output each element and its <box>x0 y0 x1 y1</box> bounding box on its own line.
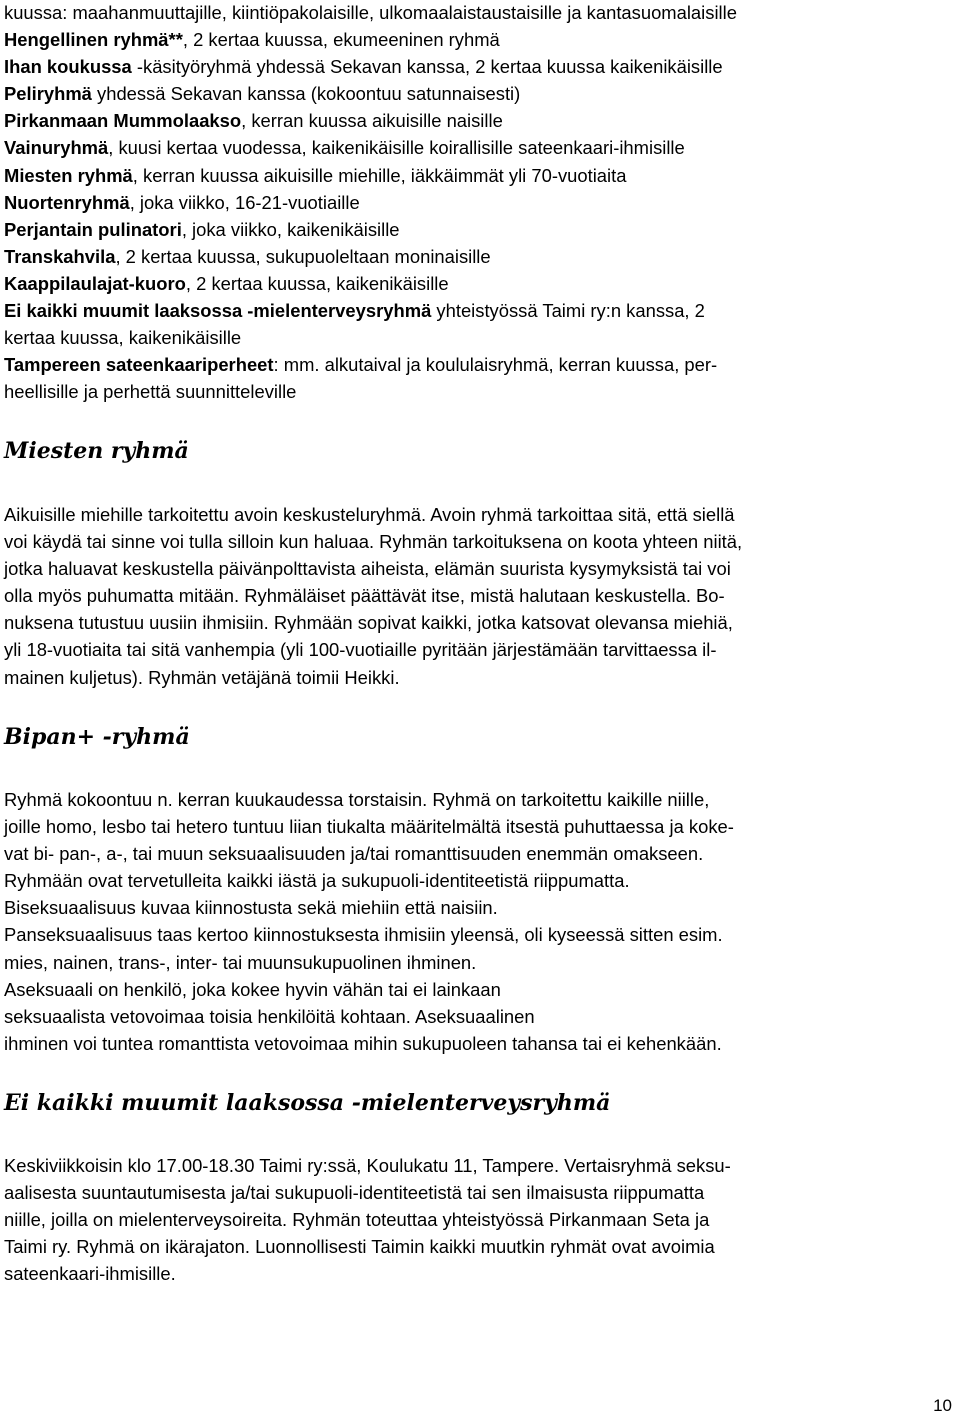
list-item: Hengellinen ryhmä**, 2 kertaa kuussa, ekumeeninen ryhmä <box>4 29 500 51</box>
paragraph-line: Aikuisille miehille tarkoitettu avoin keskusteluryhmä. Avoin ryhmä tarkoittaa sitä, että siellä <box>4 504 735 525</box>
list-item: Kaappilaulajat-kuoro, 2 kertaa kuussa, kaikenikäisille <box>4 272 449 294</box>
list-item: Transkahvila, 2 kertaa kuussa, sukupuoleltaan moninaisille <box>4 245 491 267</box>
paragraph-line: niille, joilla on mielenterveysoireita. Ryhmän toteuttaa yhteistyössä Pirkanmaan Seta ja <box>4 1209 710 1231</box>
paragraph-line: Keskiviikkoisin klo 17.00-18.30 Taimi ry:ssä, Koulukatu 11, Tampere. Vertaisryhmä seksu- <box>4 1155 731 1176</box>
list-item: Pirkanmaan Mummolaakso, kerran kuussa aikuisille naisille <box>4 110 503 132</box>
paragraph-line: mainen kuljetus). Ryhmän vetäjänä toimii Heikki. <box>4 666 400 688</box>
list-item: Ei kaikki muumit laaksossa -mielenterveysryhmä yhteistyössä Taimi ry:n kanssa, 2 <box>4 300 705 322</box>
paragraph-line: yli 18-vuotiaita tai sitä vanhempia (yli 100-vuotiaille pyritään järjestämään tarvittaessa il- <box>4 639 717 661</box>
section-body-bipan-ryhma <box>4 786 950 1057</box>
page-number: 10 <box>933 1396 952 1415</box>
paragraph-line: joille homo, lesbo tai hetero tuntuu liian tiukalta määritelmältä itsestä puhuttaessa ja koke- <box>4 816 734 838</box>
list-item: kertaa kuussa, kaikenikäisille <box>4 327 242 349</box>
list-item: Tampereen sateenkaariperheet: mm. alkutaival ja koululaisryhmä, kerran kuussa, per- <box>4 354 718 376</box>
paragraph-line: olla myös puhumatta mitään. Ryhmäläiset päättävät itse, mistä halutaan keskustella. Bo- <box>4 585 725 607</box>
section-heading-bipan-ryhma: Bipan+ -ryhmä <box>4 724 190 750</box>
paragraph-line: vat bi- pan-, a-, tai muun seksuaalisuuden ja/tai romanttisuuden enemmän omakseen. <box>4 843 704 865</box>
paragraph-line: Ryhmä kokoontuu n. kerran kuukaudessa torstaisin. Ryhmä on tarkoitettu kaikille niille, <box>4 789 710 810</box>
group-list <box>4 0 737 405</box>
list-item: heellisille ja perhettä suunnitteleville <box>4 381 297 403</box>
list-item: Peliryhmä yhdessä Sekavan kanssa (kokoontuu satunnaisesti) <box>4 83 521 105</box>
paragraph-line: Aseksuaali on henkilö, joka kokee hyvin vähän tai ei lainkaan <box>4 978 501 1000</box>
paragraph-line: Biseksuaalisuus kuvaa kiinnostusta sekä miehiin että naisiin. <box>4 897 498 919</box>
paragraph-line: Panseksuaalisuus taas kertoo kiinnostuksesta ihmisiin yleensä, oli kyseessä sitten esim. <box>4 924 723 946</box>
section-body-miesten-ryhma <box>4 501 950 691</box>
list-item: Perjantain pulinatori, joka viikko, kaikenikäisille <box>4 218 400 240</box>
list-item: Vainuryhmä, kuusi kertaa vuodessa, kaikenikäisille koirallisille sateenkaari-ihmisille <box>4 137 685 159</box>
paragraph-line: seksuaalista vetovoimaa toisia henkilöitä kohtaan. Aseksuaalinen <box>4 1005 535 1027</box>
paragraph-line: sateenkaari-ihmisille. <box>4 1263 176 1285</box>
paragraph-line: Taimi ry. Ryhmä on ikärajaton. Luonnollisesti Taimin kaikki muutkin ryhmät ovat avoimia <box>4 1236 715 1258</box>
list-item: Nuortenryhmä, joka viikko, 16-21-vuotiaille <box>4 191 360 213</box>
paragraph-line: nuksena tutustuu uusiin ihmisiin. Ryhmään sopivat kaikki, jotka katsovat olevansa miehiä, <box>4 612 733 634</box>
paragraph-line: ihminen voi tuntea romanttista vetovoimaa mihin sukupuoleen tahansa tai ei kehenkään. <box>4 1032 722 1054</box>
paragraph-line: jotka haluavat keskustella päivänpolttavista aiheista, elämän suurista kysymyksistä tai voi <box>4 558 731 580</box>
section-heading-mielenterveysryhma: Ei kaikki muumit laaksossa -mielenterveysryhmä <box>4 1090 611 1116</box>
paragraph-line: mies, nainen, trans-, inter- tai muunsukupuolinen ihminen. <box>4 951 477 973</box>
paragraph-line: voi käydä tai sinne voi tulla silloin kun haluaa. Ryhmän tarkoituksena on koota yhteen niitä, <box>4 531 743 553</box>
section-body-mielenterveysryhma <box>4 1152 950 1287</box>
section-heading-miesten-ryhma: Miesten ryhmä <box>4 438 189 464</box>
list-item: Miesten ryhmä, kerran kuussa aikuisille miehille, iäkkäimmät yli 70-vuotiaita <box>4 164 627 186</box>
list-item: Ihan koukussa -käsityöryhmä yhdessä Sekavan kanssa, 2 kertaa kuussa kaikenikäisille <box>4 56 723 78</box>
list-item: kuussa: maahanmuuttajille, kiintiöpakolaisille, ulkomaalaistaustaisille ja kantasuomalaisille <box>4 2 737 23</box>
paragraph-line: aalisesta suuntautumisesta ja/tai sukupuoli-identiteetistä tai sen ilmaisusta riippumatta <box>4 1182 705 1204</box>
paragraph-line: Ryhmään ovat tervetulleita kaikki iästä ja sukupuoli-identiteetistä riippumatta. <box>4 870 630 892</box>
